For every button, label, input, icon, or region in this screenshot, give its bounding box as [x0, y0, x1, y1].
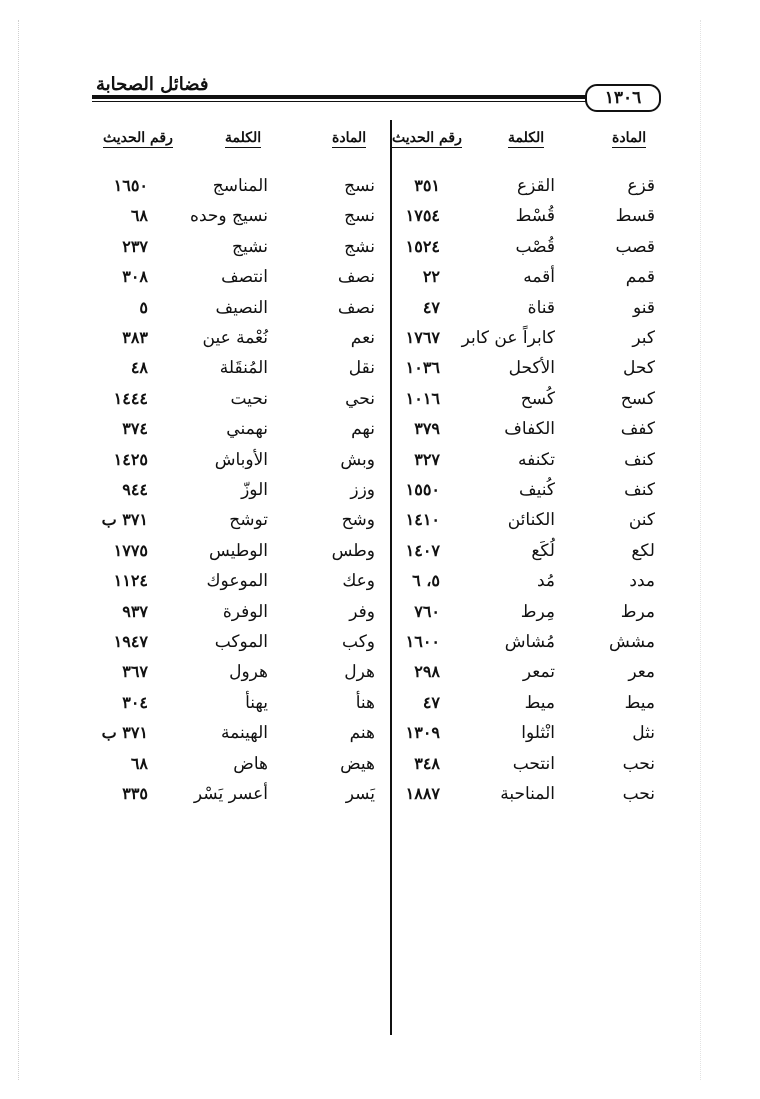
left-row-raqm: ٢٣٧ [122, 236, 148, 256]
left-row-maddah: هرل [344, 662, 375, 683]
header-rule [92, 95, 652, 99]
left-row-raqm: ١٤٤٤ [113, 388, 148, 408]
right-row-maddah: نحب [622, 753, 655, 774]
header-rule [92, 101, 652, 102]
right-row-maddah: نحب [622, 784, 655, 804]
left-row-maddah: نقل [348, 358, 375, 379]
left-row-kalimah: انتصف [221, 267, 268, 288]
left-row-kalimah: نهمني [226, 419, 268, 440]
left-row-raqm: ٣٧١ ب [101, 510, 148, 530]
right-row-maddah: ميط [624, 692, 655, 713]
left-row-raqm: ٣٠٨ [122, 267, 148, 287]
left-row-kalimah: هرول [229, 662, 268, 683]
left-row-maddah: نحي [345, 388, 375, 409]
right-row-maddah: نثل [632, 723, 655, 744]
right-row-kalimah: قُصْب [515, 236, 555, 257]
left-row-maddah: وطس [331, 540, 375, 561]
left-row-maddah: وفر [349, 601, 375, 622]
left-row-kalimah: الموعوك [206, 571, 268, 592]
right-row-raqm: ١٤٠٧ [405, 540, 440, 560]
left-row-maddah: نشج [344, 236, 375, 257]
left-row-raqm: ٣٨٣ [122, 328, 148, 347]
running-title: فضائل الصحابة [96, 74, 209, 95]
left-row-kalimah: أعسر يَسْر [193, 784, 268, 804]
right-row-maddah: كنف [624, 449, 655, 470]
left-row-kalimah: الموكب [214, 632, 268, 652]
left-row-kalimah: النصيف [215, 297, 268, 318]
right-row-kalimah: القزع [516, 176, 555, 196]
right-row-maddah: كحل [623, 358, 655, 379]
right-row-maddah: كبر [632, 328, 655, 348]
right-row-raqm: ٤٧ [422, 692, 440, 712]
left-row-raqm: ٣٦٧ [122, 662, 148, 682]
right-row-maddah: مدد [629, 571, 655, 592]
left-row-raqm: ٥ [139, 297, 148, 317]
left-row-maddah: نسج [344, 206, 375, 227]
left-row-maddah: نصف [337, 297, 375, 318]
right-row-raqm: ١٨٨٧ [405, 784, 440, 803]
left-row-raqm: ٦٨ [130, 206, 148, 226]
left-row-kalimah: المناسج [212, 176, 268, 196]
scan-speckle [700, 20, 703, 1080]
right-row-kalimah: كُنيف [519, 480, 555, 500]
left-row-kalimah: هاض [233, 753, 268, 774]
left-row-maddah: هنم [349, 723, 375, 744]
right-row-raqm: ١٧٥٤ [405, 206, 440, 226]
left-row-maddah: هيض [340, 753, 375, 774]
left-row-raqm: ٤٨ [130, 358, 148, 378]
right-row-raqm: ١٥٢٤ [405, 236, 440, 256]
right-row-maddah: معر [628, 662, 655, 683]
left-row-maddah: نسج [344, 176, 375, 196]
left-row-kalimah: المُنقَلة [219, 358, 268, 379]
right-head-kalimah: الكلمة [508, 130, 545, 146]
left-row-raqm: ١٦٥٠ [113, 176, 148, 195]
left-row-kalimah: نسيج وحده [190, 206, 268, 227]
left-row-maddah: يَسر [345, 784, 375, 804]
right-row-raqm: ١٠٣٦ [405, 358, 440, 378]
left-row-maddah: وكب [342, 632, 375, 652]
right-row-kalimah: المناحبة [500, 784, 555, 804]
right-row-raqm: ٥، ٦ [412, 571, 440, 591]
left-row-raqm: ١١٢٤ [113, 571, 148, 591]
right-row-raqm: ١٥٥٠ [405, 480, 440, 499]
right-row-kalimah: قُسْط [515, 206, 555, 227]
right-row-raqm: ١٠١٦ [405, 388, 440, 408]
right-row-kalimah: مُد [536, 571, 555, 592]
column-divider [390, 120, 392, 1035]
left-row-maddah: وشح [341, 510, 375, 531]
right-row-raqm: ١٤١٠ [405, 510, 440, 530]
left-row-kalimah: الوطيس [208, 540, 268, 561]
left-head-maddah: المادة [332, 130, 367, 146]
right-row-raqm: ١٧٦٧ [405, 328, 440, 347]
right-row-kalimah: تمعر [522, 662, 555, 683]
left-row-kalimah: نحيت [230, 388, 268, 409]
left-row-raqm: ٣٧١ ب [101, 723, 148, 743]
left-head-kalimah: الكلمة [225, 130, 262, 146]
right-row-kalimah: الكفاف [504, 419, 555, 440]
right-row-raqm: ٧٦٠ [414, 601, 440, 621]
left-row-maddah: وبش [340, 449, 375, 470]
left-row-raqm: ٣٠٤ [122, 692, 148, 712]
left-row-kalimah: الوزّ [241, 480, 268, 500]
right-row-raqm: ٣٥١ [414, 176, 440, 195]
right-row-kalimah: مِرط [520, 601, 555, 622]
left-row-raqm: ٣٧٤ [122, 419, 148, 439]
right-row-kalimah: كابراً عن كابر [461, 328, 555, 348]
left-row-maddah: نهم [351, 419, 375, 440]
left-row-kalimah: الأوباش [214, 449, 268, 470]
right-row-maddah: كنن [628, 510, 655, 531]
left-row-kalimah: نُعْمة عين [202, 328, 268, 348]
left-head-raqm: رقم الحديث [103, 130, 173, 146]
right-row-maddah: كسح [620, 388, 655, 409]
left-row-raqm: ١٤٢٥ [113, 449, 148, 469]
right-row-maddah: قزع [627, 176, 655, 196]
right-head-raqm: رقم الحديث [392, 130, 462, 146]
right-row-kalimah: كُسح [520, 388, 555, 409]
left-row-kalimah: توشح [229, 510, 268, 531]
right-row-raqm: ١٦٠٠ [405, 632, 440, 651]
right-row-kalimah: مُشاش [504, 632, 555, 652]
right-row-maddah: كفف [620, 419, 655, 440]
right-row-maddah: قنو [632, 297, 655, 318]
left-row-raqm: ١٩٤٧ [113, 632, 148, 651]
right-row-kalimah: لُكَع [531, 540, 555, 561]
left-row-kalimah: الهينمة [221, 723, 268, 744]
right-row-raqm: ١٣٠٩ [405, 723, 440, 743]
left-row-kalimah: نشيج [231, 236, 268, 257]
left-row-maddah: نصف [337, 267, 375, 288]
right-row-maddah: قمم [625, 267, 655, 288]
right-head-maddah: المادة [612, 130, 647, 146]
right-row-kalimah: انْثلوا [521, 723, 555, 744]
right-row-raqm: ٤٧ [422, 297, 440, 317]
left-row-maddah: نعم [350, 328, 375, 348]
right-row-maddah: مرط [620, 601, 655, 622]
right-row-maddah: مشش [609, 632, 655, 652]
left-row-raqm: ٩٣٧ [122, 601, 148, 621]
right-row-maddah: لكع [631, 540, 655, 561]
right-row-raqm: ٢٢ [422, 267, 440, 287]
right-row-kalimah: الأكحل [508, 358, 555, 379]
left-row-raqm: ٦٨ [130, 753, 148, 773]
right-row-kalimah: قناة [527, 297, 555, 318]
right-row-kalimah: الكنائن [507, 510, 555, 531]
page-number: ١٣٠٦ [585, 84, 661, 112]
right-row-raqm: ٢٩٨ [414, 662, 440, 682]
right-row-maddah: قصب [615, 236, 655, 257]
left-row-maddah: وزز [350, 480, 375, 500]
right-row-raqm: ٣٧٩ [414, 419, 440, 439]
scan-speckle [18, 20, 21, 1080]
right-row-raqm: ٣٢٧ [414, 449, 440, 469]
right-row-kalimah: تكنفه [518, 449, 555, 470]
left-row-maddah: وعك [342, 571, 375, 592]
right-row-kalimah: انتحب [512, 753, 555, 774]
left-row-maddah: هنأ [355, 692, 375, 713]
right-row-kalimah: أقمه [523, 267, 555, 288]
left-row-kalimah: الوفرة [222, 601, 268, 622]
left-row-raqm: ١٧٧٥ [113, 540, 148, 560]
right-row-raqm: ٣٤٨ [414, 753, 440, 773]
left-row-kalimah: يهنأ [245, 692, 268, 713]
right-row-kalimah: ميط [524, 692, 555, 713]
left-row-raqm: ٣٣٥ [122, 784, 148, 803]
right-row-maddah: كنف [624, 480, 655, 500]
left-row-raqm: ٩٤٤ [122, 480, 148, 499]
right-row-maddah: قسط [615, 206, 655, 227]
